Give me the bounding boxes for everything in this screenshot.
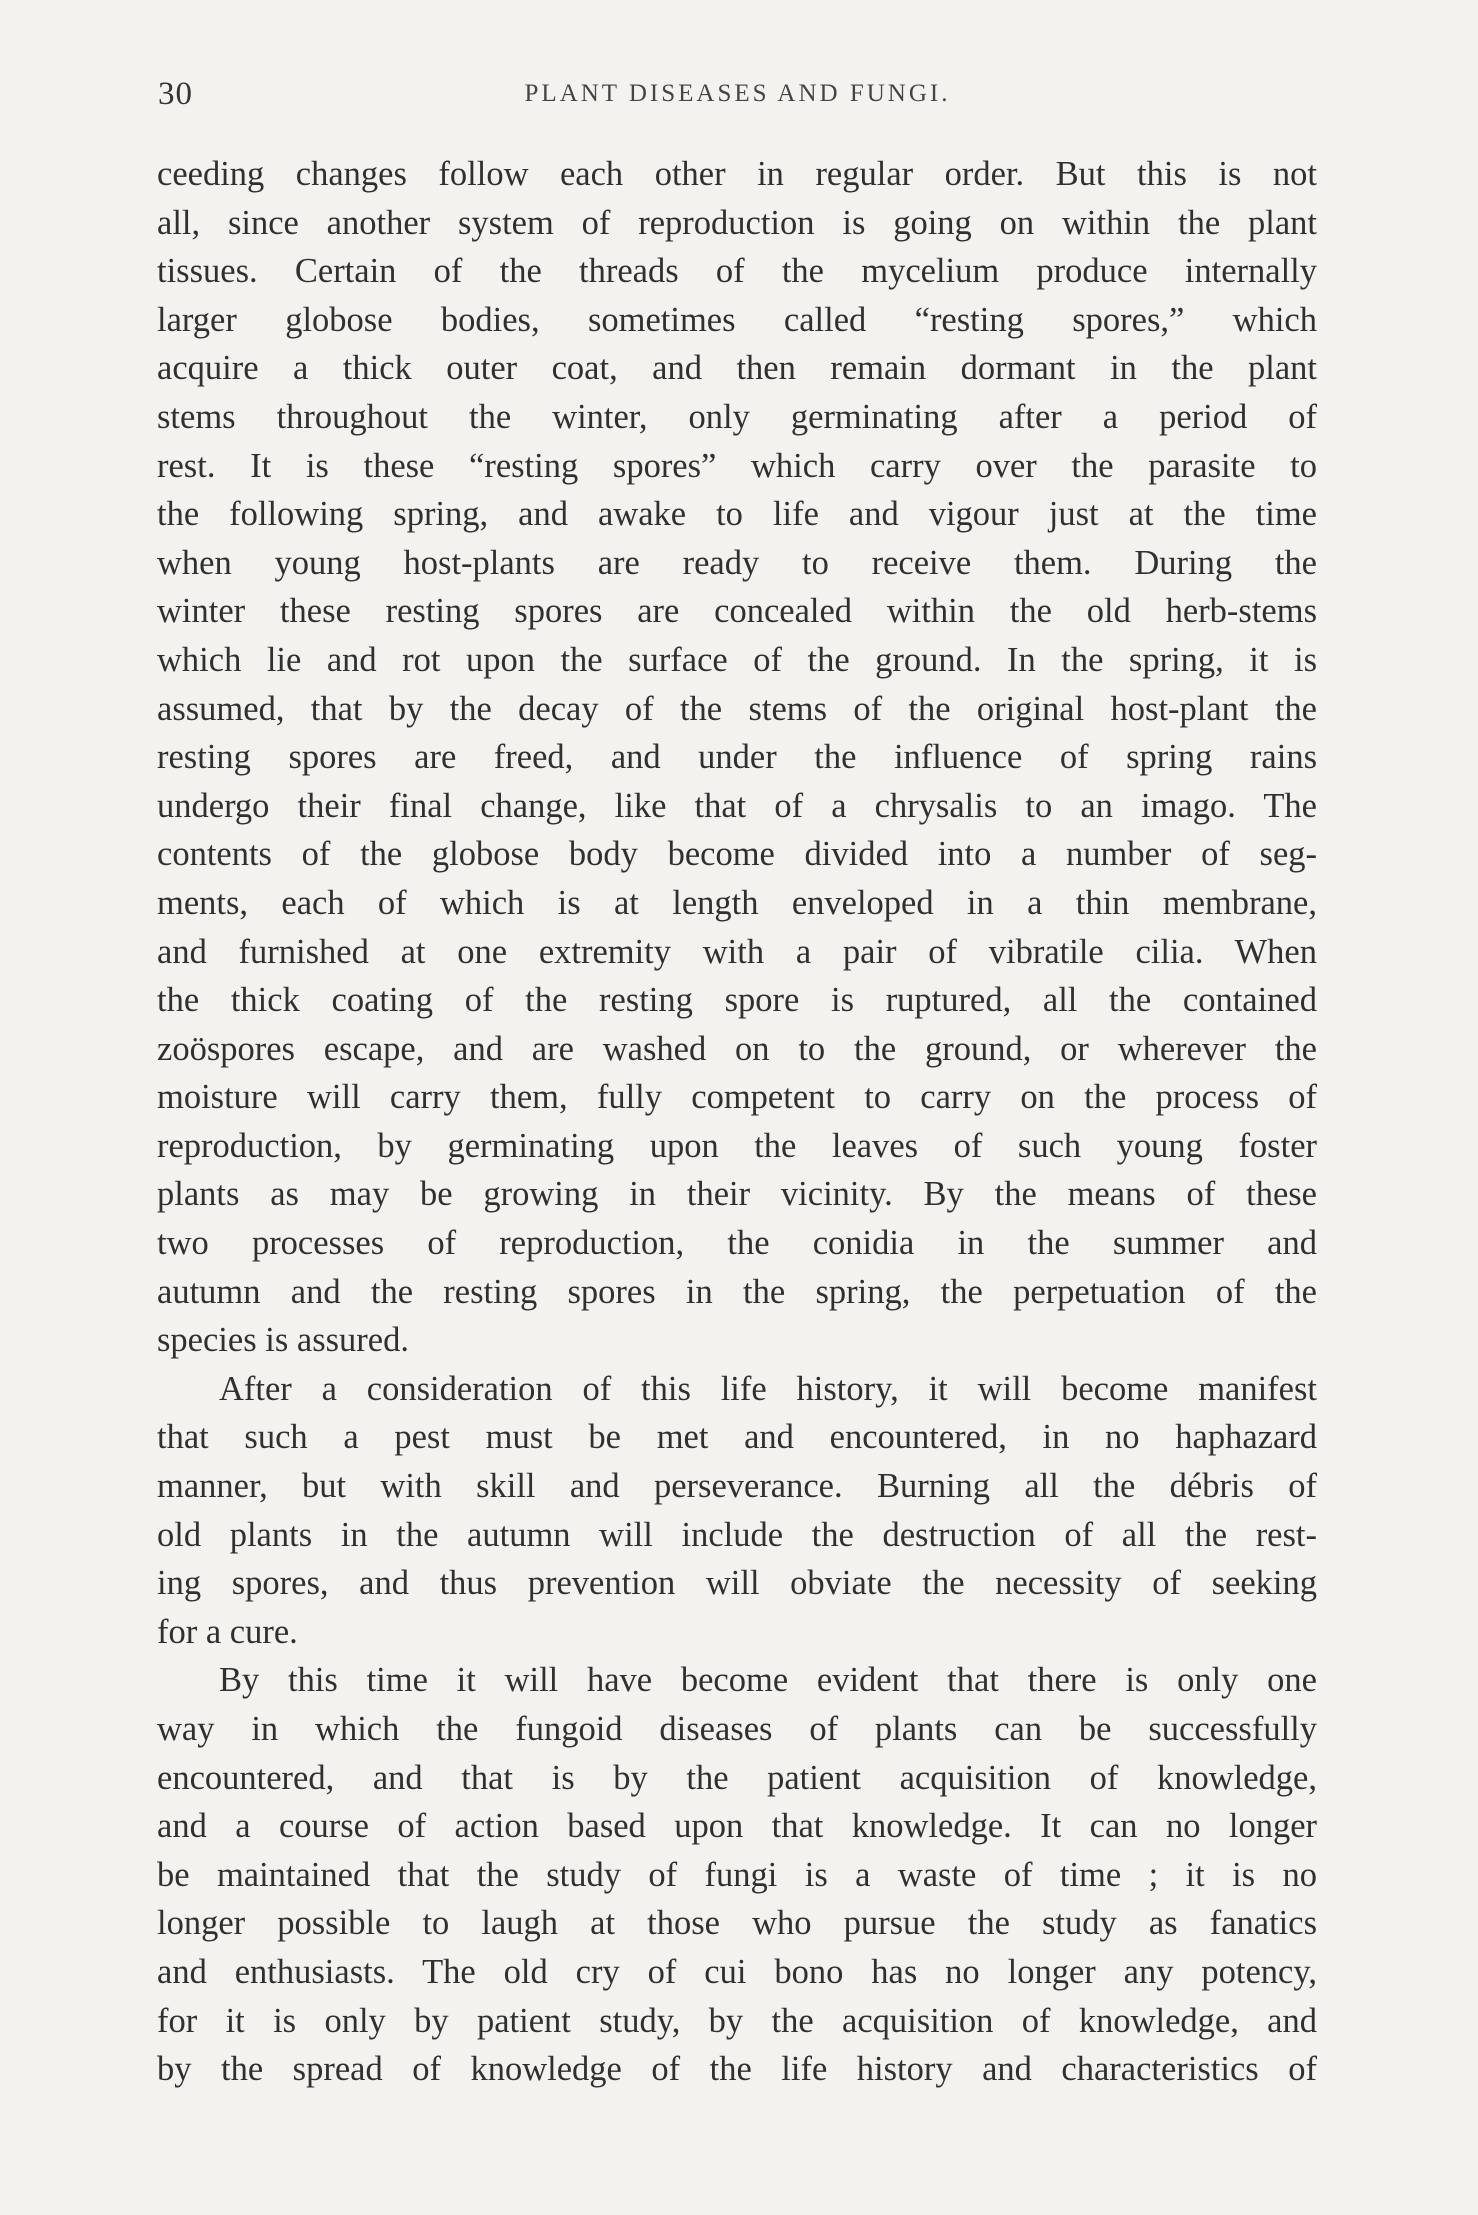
text-line: reproduction, by germinating upon the leaves of such young foster: [157, 1126, 1317, 1165]
text-line: contents of the globose body become divided into a number of seg-: [157, 835, 1317, 874]
text-line: which lie and rot upon the surface of the ground. In the spring, it is: [157, 640, 1317, 679]
text-line: when young host-plants are ready to receive them. During the: [157, 543, 1317, 582]
text-line: larger globose bodies, sometimes called “resting spores,” which: [157, 300, 1317, 339]
text-line: way in which the fungoid diseases of plants can be successfully: [157, 1710, 1317, 1748]
text-line: moisture will carry them, fully competent to carry on the process of: [157, 1078, 1317, 1117]
text-line: tissues. Certain of the threads of the mycelium produce internally: [157, 252, 1317, 291]
text-line: stems throughout the winter, only germinating after a period of: [157, 397, 1317, 436]
text-line: and furnished at one extremity with a pair of vibratile cilia. When: [157, 932, 1317, 971]
text-line: by the spread of knowledge of the life history and characteristics of: [157, 2050, 1317, 2089]
text-line: rest. It is these “resting spores” which carry over the parasite to: [157, 446, 1317, 485]
text-line: undergo their final change, like that of a chrysalis to an imago. The: [157, 786, 1317, 825]
text-line: ing spores, and thus prevention will obviate the necessity of seeking: [157, 1564, 1317, 1603]
text-line: ments, each of which is at length enveloped in a thin membrane,: [157, 883, 1317, 922]
text-line: and enthusiasts. The old cry of cui bono has no longer any potency,: [157, 1952, 1317, 1991]
text-line: plants as may be growing in their vicinity. By the means of these: [157, 1175, 1317, 1214]
text-line: all, since another system of reproduction is going on within the plant: [157, 203, 1317, 242]
text-line: for a cure.: [157, 1612, 298, 1651]
text-line: ceeding changes follow each other in regular order. But this is not: [157, 155, 1317, 193]
text-line: the following spring, and awake to life and vigour just at the time: [157, 495, 1317, 534]
text-line: be maintained that the study of fungi is a waste of time ; it is no: [157, 1855, 1317, 1894]
text-line: longer possible to laugh at those who pursue the study as fanatics: [157, 1904, 1317, 1943]
text-line: assumed, that by the decay of the stems of the original host-plant the: [157, 689, 1317, 728]
text-line: and a course of action based upon that knowledge. It can no longer: [157, 1807, 1317, 1846]
text-line: After a consideration of this life history, it will become manifest: [219, 1369, 1317, 1408]
text-line: winter these resting spores are concealed within the old herb-stems: [157, 592, 1317, 631]
text-line: By this time it will have become evident that there is only one: [219, 1661, 1317, 1700]
text-line: encountered, and that is by the patient acquisition of knowledge,: [157, 1758, 1317, 1797]
text-line: species is assured.: [157, 1321, 409, 1360]
running-title: PLANT DISEASES AND FUNGI.: [524, 80, 951, 107]
running-head: [155, 76, 1320, 116]
text-line: old plants in the autumn will include the destruction of all the rest-: [157, 1515, 1317, 1554]
text-line: that such a pest must be met and encountered, in no haphazard: [157, 1418, 1317, 1457]
text-line: autumn and the resting spores in the spring, the perpetuation of the: [157, 1272, 1317, 1311]
text-line: for it is only by patient study, by the acquisition of knowledge, and: [157, 2001, 1317, 2040]
text-line: two processes of reproduction, the conidia in the summer and: [157, 1224, 1317, 1263]
page-number: 30: [158, 76, 193, 112]
text-line: the thick coating of the resting spore is ruptured, all the contained: [157, 981, 1317, 1020]
text-line: resting spores are freed, and under the influence of spring rains: [157, 738, 1317, 777]
text-line: acquire a thick outer coat, and then remain dormant in the plant: [157, 349, 1317, 388]
text-line: zoöspores escape, and are washed on to the ground, or wherever the: [157, 1029, 1317, 1068]
body-text: [157, 150, 1317, 2094]
text-line: manner, but with skill and perseverance. Burning all the débris of: [157, 1467, 1317, 1506]
